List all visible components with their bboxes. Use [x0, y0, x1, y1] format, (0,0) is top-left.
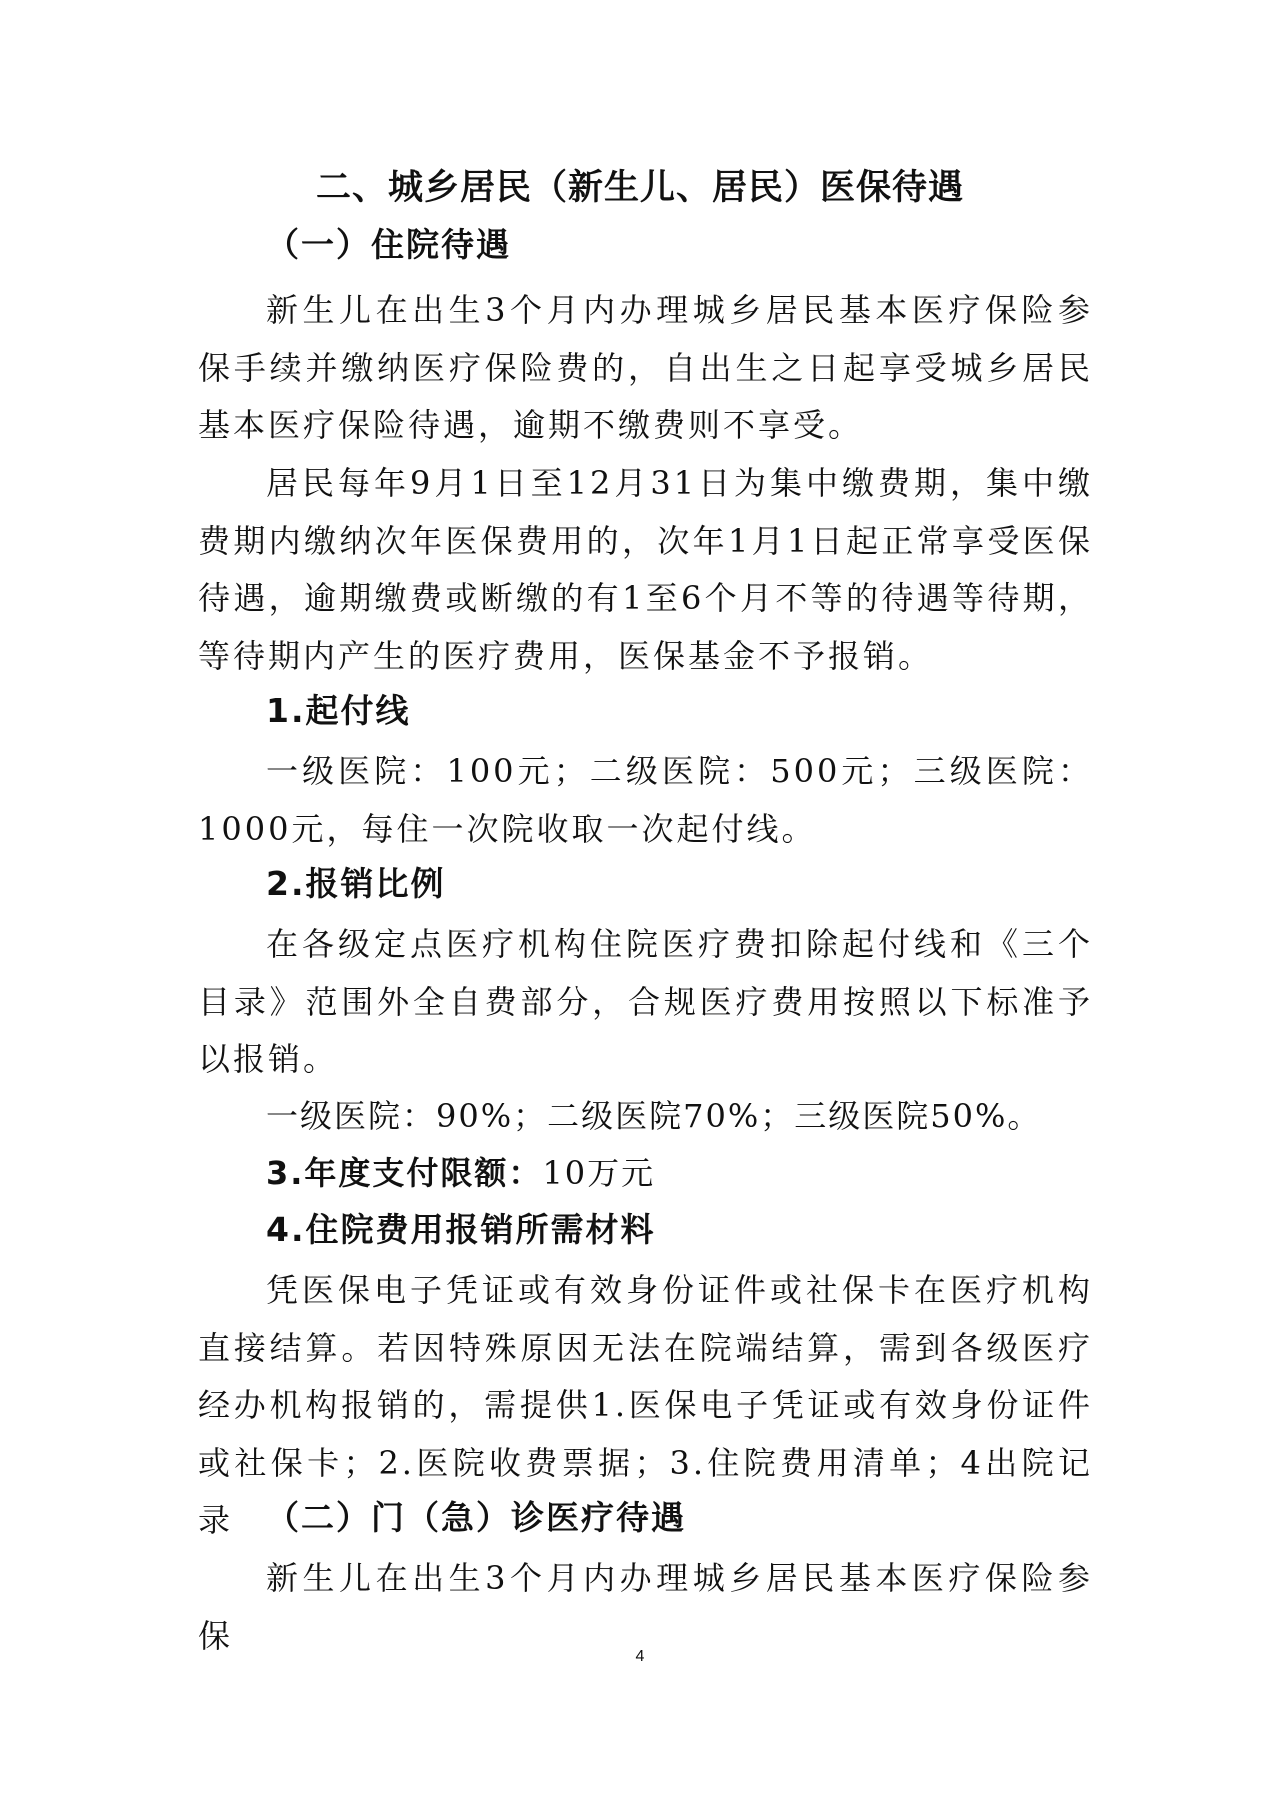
paragraph-outpatient-start: 新生儿在出生3个月内办理城乡居民基本医疗保险参保 — [198, 1559, 1093, 1655]
paragraph-materials: 凭医保电子凭证或有效身份证件或社保卡在医疗机构直接结算。若因特殊原因无法在院端结算，需到各级医疗经办机构报销的，需提供1.医保电子凭证或有效身份证件或社保卡；2.医院收费票据；3.住院费用清单；4出院记录 — [198, 1271, 1093, 1539]
subsection-heading-inpatient: （一）住院待遇 — [266, 225, 511, 264]
section-title: 二、城乡居民（新生儿、居民）医保待遇 — [315, 168, 964, 208]
paragraph-deductible: 一级医院：100元；二级医院：500元；三级医院：1000元，每住一次院收取一次起付线。 — [198, 752, 1093, 848]
reimbursement-rates: 一级医院：90%；二级医院70%；三级医院50%。 — [266, 1097, 1042, 1135]
paragraph-newborn: 新生儿在出生3个月内办理城乡居民基本医疗保险参保手续并缴纳医疗保险费的，自出生之日起享受城乡居民基本医疗保险待遇，逾期不缴费则不享受。 — [198, 291, 1093, 444]
annual-limit-line — [266, 1147, 655, 1199]
item-heading-deductible: 1.起付线 — [266, 691, 411, 730]
paragraph-reimbursement: 在各级定点医疗机构住院医疗费扣除起付线和《三个目录》范围外全自费部分，合规医疗费用按照以下标准予以报销。 — [198, 925, 1093, 1078]
annual-limit-label: 3.年度支付限额： — [266, 1154, 543, 1192]
page-number: 4 — [635, 1648, 645, 1665]
item-heading-materials: 4.住院费用报销所需材料 — [266, 1210, 656, 1249]
item-heading-reimbursement-ratio: 2.报销比例 — [266, 864, 446, 903]
subsection-heading-outpatient: （二）门（急）诊医疗待遇 — [266, 1498, 686, 1537]
paragraph-resident: 居民每年9月1日至12月31日为集中缴费期，集中缴费期内缴纳次年医保费用的，次年1月1日起正常享受医保待遇，逾期缴费或断缴的有1至6个月不等的待遇等待期，等待期内产生的医疗费用，医保基金不予报销。 — [198, 464, 1093, 675]
annual-limit-value: 10万元 — [542, 1154, 656, 1192]
